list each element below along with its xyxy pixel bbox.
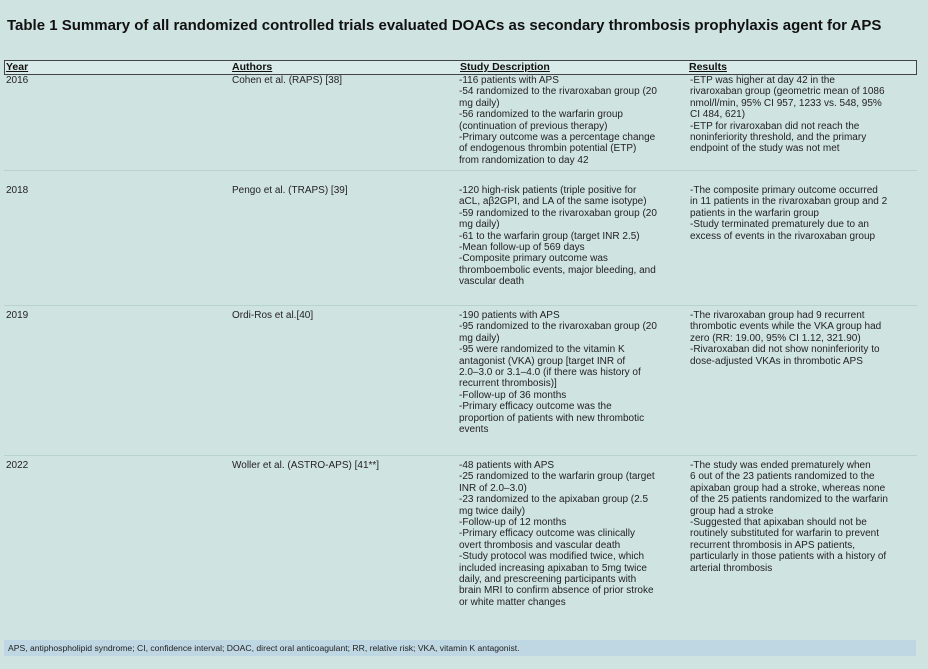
cell-authors: Cohen et al. (RAPS) [38] bbox=[232, 75, 343, 86]
cell-results: -The composite primary outcome occurred in 11 patients in the rivaroxaban group and 2 patients in the warfarin group -Study terminated prematurely due to an excess of events in the rivaroxaban group bbox=[690, 185, 888, 242]
cell-study-description: -120 high-risk patients (triple positive for aCL, aβ2GPI, and LA of the same isotype) -59 randomized to the rivaroxaban group (20 mg daily) -61 to the warfarin group (target INR 2.5) -Mean follow-up of 569 days -Composite primary outcome was thromboembolic events, major bleeding, and vascular death bbox=[459, 185, 657, 288]
table-footnote: APS, antiphospholipid syndrome; CI, confidence interval; DOAC, direct oral anticoagulant; RR, relative risk; VKA, vitamin K antagonist. bbox=[4, 640, 916, 656]
cell-authors: Pengo et al. (TRAPS) [39] bbox=[232, 185, 348, 196]
cell-authors: Ordi-Ros et al.[40] bbox=[232, 310, 314, 321]
row-divider bbox=[4, 455, 917, 456]
row-divider bbox=[4, 305, 917, 306]
cell-study-description: -48 patients with APS -25 randomized to the warfarin group (target INR of 2.0–3.0) -23 randomized to the apixaban group (2.5 mg twice daily) -Follow-up of 12 months -Primary efficacy outcome was clinically overt thrombosis and vascular death -Study protocol was modified twice, which included increasing apixaban to 5mg twice daily, and prescreening participants with brain MRI to confirm absence of prior stroke or white matter changes bbox=[459, 460, 655, 608]
cell-year: 2018 bbox=[6, 185, 29, 196]
cell-study-description: -190 patients with APS -95 randomized to the rivaroxaban group (20 mg daily) -95 were randomized to the vitamin K antagonist (VKA) group [target INR of 2.0–3.0 or 3.1–4.0 (if there was history of recurrent thrombosis)] -Follow-up of 36 months -Primary efficacy outcome was the proportion of patients with new thrombotic events bbox=[459, 310, 657, 436]
cell-year: 2016 bbox=[6, 75, 29, 86]
cell-results: -The rivaroxaban group had 9 recurrent thrombotic events while the VKA group had zero (RR: 19.00, 95% CI 1.12, 321.90) -Rivaroxaban did not show noninferiority to dose-adjusted VKAs in thrombotic APS bbox=[690, 310, 882, 367]
header-results: Results bbox=[689, 61, 727, 73]
header-authors: Authors bbox=[232, 61, 273, 73]
header-study-description: Study Description bbox=[460, 61, 550, 73]
header-year: Year bbox=[6, 61, 29, 73]
cell-year: 2019 bbox=[6, 310, 29, 321]
row-divider bbox=[4, 170, 917, 171]
cell-year: 2022 bbox=[6, 460, 29, 471]
trials-table bbox=[4, 60, 917, 655]
cell-authors: Woller et al. (ASTRO-APS) [41**] bbox=[232, 460, 380, 471]
cell-results: -The study was ended prematurely when 6 out of the 23 patients randomized to the apixaban group had a stroke, whereas none of the 25 patients randomized to the warfarin group had a stroke -Suggested that apixaban should not be routinely substituted for warfarin to prevent recurrent thrombosis in APS patients, particularly in those patients with a history of arterial thrombosis bbox=[690, 460, 888, 574]
cell-results: -ETP was higher at day 42 in the rivaroxaban group (geometric mean of 1086 nmol/l/min, 95% CI 957, 1233 vs. 548, 95% CI 484, 621) -ETP for rivaroxaban did not reach the noninferiority threshold, and the primary endpoint of the study was not met bbox=[690, 75, 885, 155]
table-header-row bbox=[4, 60, 917, 75]
cell-study-description: -116 patients with APS -54 randomized to the rivaroxaban group (20 mg daily) -56 randomized to the warfarin group (continuation of previous therapy) -Primary outcome was a percentage change of endogenous thrombin potential (ETP) from randomization to day 42 bbox=[459, 75, 657, 166]
table-title: Table 1 Summary of all randomized controlled trials evaluated DOACs as secondary thrombosis prophylaxis agent for APS bbox=[7, 17, 882, 34]
